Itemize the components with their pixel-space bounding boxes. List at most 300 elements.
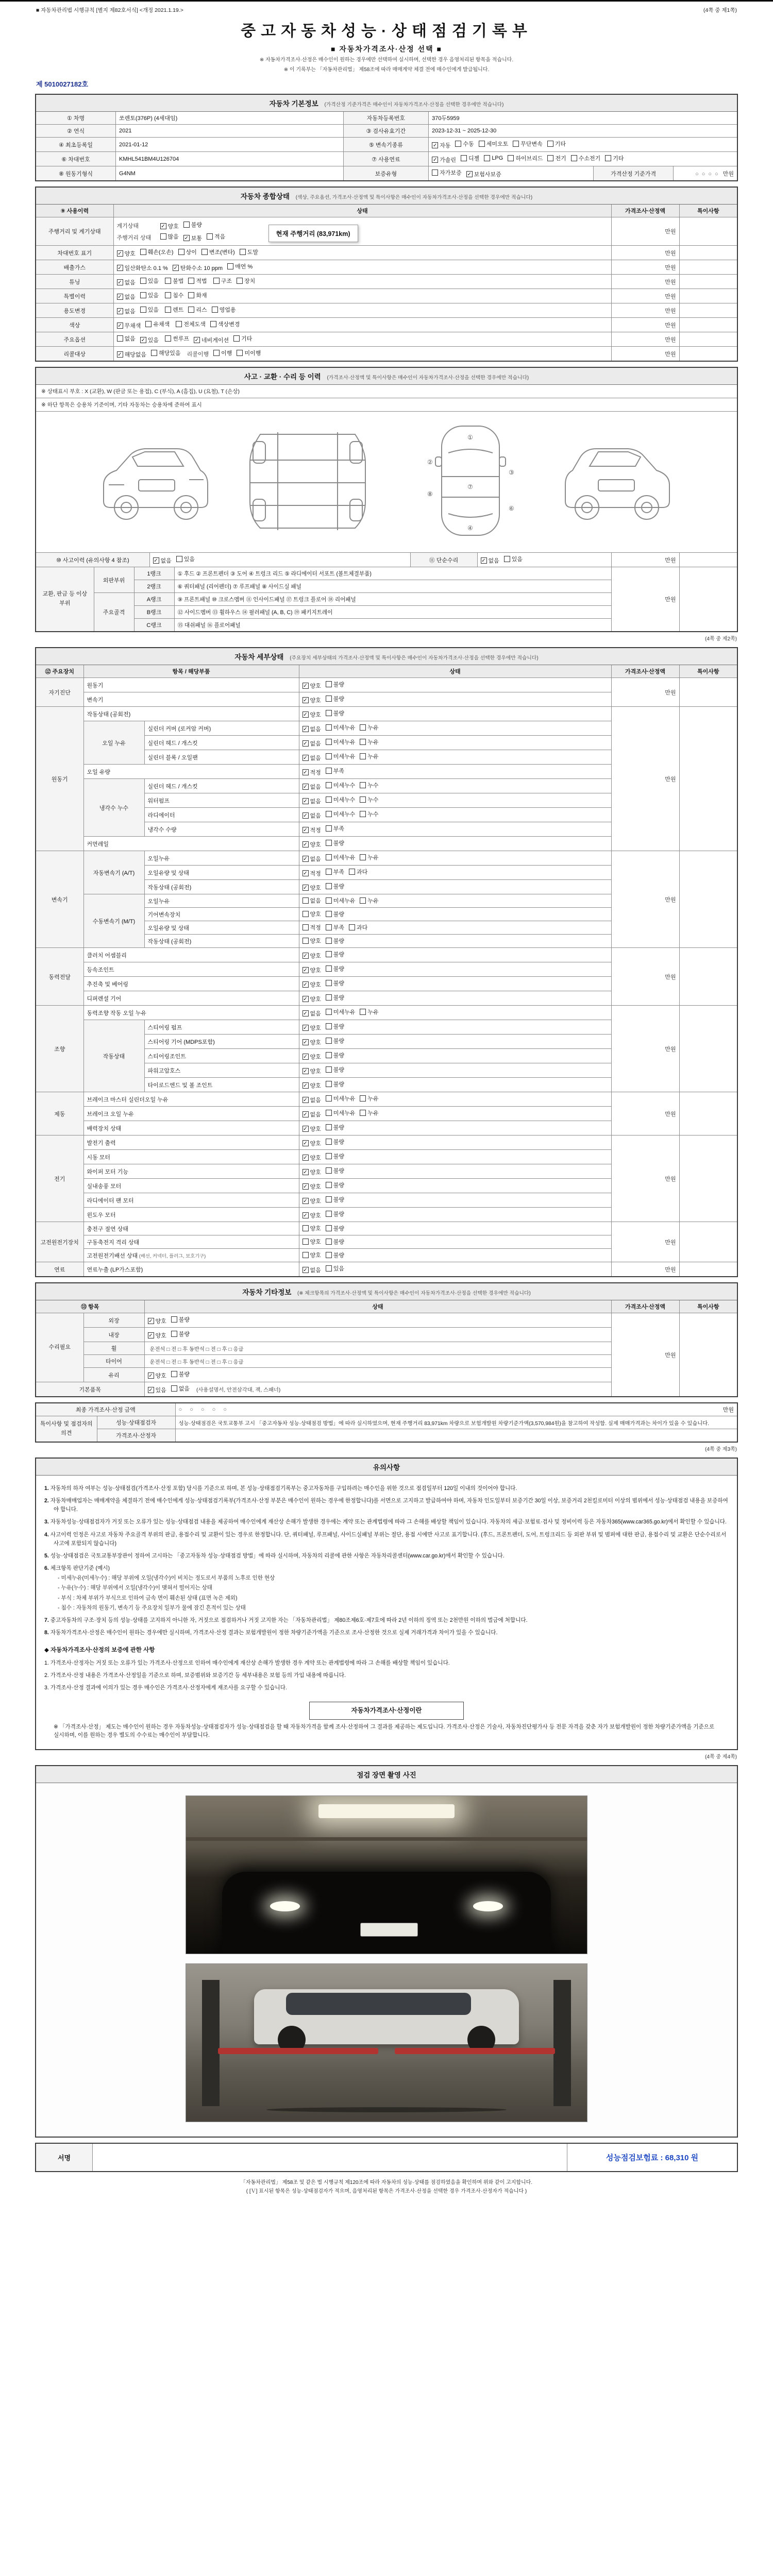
notice-item-number: 1. xyxy=(44,1485,51,1492)
etc-state-cell xyxy=(144,1382,611,1397)
checkbox-불량[interactable] xyxy=(326,680,344,688)
checkbox-없음[interactable] xyxy=(303,811,321,820)
checkbox-양호[interactable] xyxy=(303,884,321,892)
item-label: 실린더 커버 (로커암 커버) xyxy=(144,721,299,736)
checkbox-무채색[interactable] xyxy=(117,321,141,330)
checkbox-하이브리드[interactable] xyxy=(508,154,543,162)
state-cell xyxy=(299,880,611,894)
page-marker-4: (4쪽 중 제4쪽) xyxy=(705,1754,737,1760)
checkbox-불량[interactable] xyxy=(326,1037,344,1045)
subgroup-label: 냉각수 누수 xyxy=(83,779,144,837)
checkbox-있음[interactable] xyxy=(140,277,159,285)
checkbox-불량[interactable] xyxy=(326,937,344,945)
checkbox-없음[interactable] xyxy=(303,1110,321,1118)
checkbox-매연 %[interactable] xyxy=(227,262,253,270)
section-accident-head xyxy=(36,368,737,385)
state-cell xyxy=(299,736,611,750)
checkbox-불량[interactable] xyxy=(326,1065,344,1074)
checkbox-box xyxy=(145,321,152,327)
checkbox-label: 양호 xyxy=(310,1252,321,1259)
etc-extra-text: 운전석 □ 전 □ 후 동반석 □ 전 □ 후 □ 응급 xyxy=(149,1359,244,1365)
repair-group-label: 수리필요 xyxy=(36,1313,83,1382)
checkbox-label: 없음 xyxy=(310,1267,321,1274)
checkbox-box: ✓ xyxy=(303,799,308,804)
checkbox-양호[interactable] xyxy=(303,696,321,704)
checkbox-label: 불량 xyxy=(333,1125,345,1131)
checkbox-미세누수[interactable] xyxy=(326,781,356,789)
checkbox-일산화탄소 0.1 %[interactable] xyxy=(117,264,168,272)
checkbox-적정[interactable] xyxy=(303,869,321,877)
price-cell: 만원 xyxy=(611,1222,679,1262)
checkbox-수동[interactable] xyxy=(455,140,474,148)
checkbox-불량[interactable] xyxy=(326,950,344,958)
checkbox-가솔린[interactable] xyxy=(432,156,456,164)
fuel-label: ⑦ 사용연료 xyxy=(343,152,429,166)
checkbox-불량[interactable] xyxy=(326,1123,344,1131)
checkbox-누수[interactable] xyxy=(360,795,378,804)
checkbox-label: 불량 xyxy=(333,840,345,846)
checkbox-누유[interactable] xyxy=(360,853,378,861)
checkbox-label: 미세누수 xyxy=(333,797,356,803)
checkbox-적정[interactable] xyxy=(303,826,321,834)
checkbox-box: ✓ xyxy=(303,813,308,819)
checkbox-양호[interactable] xyxy=(303,682,321,690)
transmission-label: ⑤ 변속기종류 xyxy=(343,138,429,152)
device-label: 연료 xyxy=(36,1262,83,1277)
section-basic-head xyxy=(36,95,737,112)
checkbox-없음[interactable] xyxy=(303,1009,321,1018)
checkbox-label: 많음 xyxy=(167,234,179,240)
checkbox-label: 전기 xyxy=(555,156,566,162)
rank2-parts: ⑥ 쿼터패널 (리어펜더) ⑦ 루프패널 ⑧ 사이드실 패널 xyxy=(174,580,611,593)
checkbox-적법[interactable] xyxy=(188,277,207,285)
checkbox-양호[interactable] xyxy=(117,249,136,258)
note-cell xyxy=(679,1092,737,1136)
checkbox-불량[interactable] xyxy=(326,1224,344,1232)
checkbox-렌트[interactable] xyxy=(165,306,183,314)
checkbox-없음[interactable] xyxy=(117,293,136,301)
checkbox-양호[interactable] xyxy=(303,952,321,960)
checkbox-label: 양호 xyxy=(310,911,321,918)
checkbox-box xyxy=(360,739,366,745)
checkbox-양호[interactable] xyxy=(303,995,321,1003)
checkbox-불량[interactable] xyxy=(326,1210,344,1218)
checkbox-불량[interactable] xyxy=(326,910,344,918)
checkbox-양호[interactable] xyxy=(148,1331,166,1340)
device-label: 변속기 xyxy=(36,851,83,948)
device-label: 제동 xyxy=(36,1092,83,1136)
checkbox-많음[interactable] xyxy=(160,232,179,241)
checkbox-해당있음[interactable] xyxy=(151,349,181,357)
checkbox-양호[interactable] xyxy=(303,1251,321,1259)
checkbox-화재[interactable] xyxy=(188,291,207,299)
price-cell: 만원 xyxy=(611,332,679,347)
checkbox-label: 양호 xyxy=(310,1126,321,1132)
checkbox-label: 없음 xyxy=(124,336,136,342)
checkbox-썬루프[interactable] xyxy=(165,334,189,343)
checkbox-불량[interactable] xyxy=(326,839,344,847)
notice-subitem: - 누유(누수) : 해당 부위에서 오일(냉각수)이 맺혀서 떨어지는 상태 xyxy=(58,1585,212,1591)
checkbox-label: 양호 xyxy=(310,1040,321,1046)
checkbox-적정[interactable] xyxy=(303,768,321,776)
checkbox-누유[interactable] xyxy=(360,1109,378,1117)
checkbox-자가보증[interactable] xyxy=(432,168,462,177)
checkbox-양호[interactable] xyxy=(148,1317,166,1325)
checkbox-label: 양호 xyxy=(155,1333,166,1339)
item-label: 워터펌프 xyxy=(144,793,299,808)
item-label: 실내송풍 모터 xyxy=(83,1179,299,1193)
checkbox-label: 없음 xyxy=(160,558,172,564)
checkbox-없음[interactable] xyxy=(303,855,321,863)
checkbox-적음[interactable] xyxy=(207,232,225,241)
price-cell: 만원 xyxy=(611,347,679,361)
state-cell xyxy=(299,1164,611,1179)
subgroup-label: 작동상태 xyxy=(83,1020,144,1092)
checkbox-label: 있음 xyxy=(155,1387,166,1394)
checkbox-불량[interactable] xyxy=(326,1181,344,1189)
checkbox-구조[interactable] xyxy=(213,277,232,285)
notice-item-text: 자동차가격조사·산정은 매수인이 원하는 경우에만 실시하며, 가격조사·산정 결과는 보험개발원이 정한 차량기준가액을 기준으로 조사·산정한 것으로 실제 거래가격과 차이가 있을 수 있습니다. xyxy=(50,1630,498,1636)
checkbox-label: 불량 xyxy=(333,938,345,944)
checkbox-불량[interactable] xyxy=(326,1138,344,1146)
checkbox-과다[interactable] xyxy=(349,868,367,876)
notice-item xyxy=(44,1497,729,1514)
checkbox-양호[interactable] xyxy=(160,222,179,230)
detail-row xyxy=(36,1092,737,1107)
checkbox-양호[interactable] xyxy=(303,1053,321,1061)
checkbox-유채색[interactable] xyxy=(145,320,170,328)
price-cell: 만원 xyxy=(611,707,679,851)
checkbox-불량[interactable] xyxy=(326,1022,344,1030)
notice-item xyxy=(44,1484,729,1493)
rankC-parts: ⑮ 대쉬패널 ⑯ 플로어패널 xyxy=(174,619,611,632)
checkbox-불량[interactable] xyxy=(326,979,344,987)
color-state-cell xyxy=(113,318,611,332)
checkbox-영업용[interactable] xyxy=(212,306,236,314)
checkbox-불량[interactable] xyxy=(171,1315,190,1324)
checkbox-누유[interactable] xyxy=(360,723,378,732)
checkbox-label: 수소전기 xyxy=(578,156,601,162)
checkbox-부족[interactable] xyxy=(326,868,344,876)
checkbox-부족[interactable] xyxy=(326,767,344,775)
checkbox-미세누유[interactable] xyxy=(326,896,356,905)
checkbox-양호[interactable] xyxy=(303,1182,321,1191)
checkbox-label: 누유 xyxy=(367,1096,379,1102)
checkbox-없음[interactable] xyxy=(303,754,321,762)
checkbox-box xyxy=(303,938,309,944)
checkbox-있음[interactable] xyxy=(140,291,159,299)
etc-row xyxy=(36,1313,737,1328)
checkbox-label: 누유 xyxy=(367,1009,379,1015)
checkbox-누수[interactable] xyxy=(360,810,378,818)
checkbox-box xyxy=(547,155,553,161)
checkbox-label: 불량 xyxy=(333,1197,345,1203)
current-mileage-callout: 현재 주행거리 (83,971km) xyxy=(268,225,358,242)
checkbox-양호[interactable] xyxy=(303,910,321,918)
checkbox-box xyxy=(326,994,332,1001)
checkbox-양호[interactable] xyxy=(303,1038,321,1046)
checkbox-없음[interactable] xyxy=(117,307,136,315)
checkbox-불량[interactable] xyxy=(326,964,344,973)
checkbox-있음[interactable] xyxy=(140,306,159,314)
checkbox-양호[interactable] xyxy=(303,980,321,989)
checkbox-네비게이션[interactable] xyxy=(194,336,229,344)
checkbox-기타[interactable] xyxy=(233,334,252,343)
checkbox-상이[interactable] xyxy=(178,248,197,256)
checkbox-미세누수[interactable] xyxy=(326,810,356,818)
checkbox-침수[interactable] xyxy=(165,291,183,299)
checkbox-기타[interactable] xyxy=(605,154,624,162)
checkbox-미세누유[interactable] xyxy=(326,738,356,746)
checkbox-box xyxy=(326,1095,332,1101)
detail-col-note: 특이사항 xyxy=(679,665,737,678)
checkbox-기타[interactable] xyxy=(547,140,566,148)
checkbox-불량[interactable] xyxy=(326,1152,344,1160)
checkbox-미세누유[interactable] xyxy=(326,1109,356,1117)
checkbox-미세누유[interactable] xyxy=(326,1008,356,1016)
reg-no-value: 370두5959 xyxy=(429,112,737,125)
checkbox-해당없음[interactable] xyxy=(117,350,147,359)
checkbox-보통[interactable] xyxy=(183,234,202,242)
note-cell xyxy=(679,1222,737,1262)
checkbox-label: 양호 xyxy=(310,996,321,1003)
checkbox-label: 있음 xyxy=(333,1266,345,1272)
checkbox-양호[interactable] xyxy=(303,840,321,849)
special-checks-type xyxy=(165,294,212,300)
checkbox-box xyxy=(484,155,490,161)
checkbox-없음[interactable] xyxy=(171,1384,190,1393)
svg-text:③: ③ xyxy=(509,469,514,476)
state-cell xyxy=(299,1107,611,1121)
checkbox-있음[interactable] xyxy=(140,336,159,344)
checkbox-box: ✓ xyxy=(303,1054,308,1060)
checkbox-부족[interactable] xyxy=(326,824,344,833)
checkbox-양호[interactable] xyxy=(148,1371,166,1380)
checkbox-불량[interactable] xyxy=(326,1195,344,1204)
checkbox-양호[interactable] xyxy=(303,1081,321,1090)
checkbox-불량[interactable] xyxy=(171,1370,190,1378)
checkbox-box: ✓ xyxy=(148,1373,153,1379)
checkbox-label: 양호 xyxy=(310,1069,321,1075)
checkbox-LPG[interactable] xyxy=(484,155,503,161)
checkbox-불량[interactable] xyxy=(171,1330,190,1338)
meter-checks xyxy=(160,223,207,229)
checkbox-양호[interactable] xyxy=(303,710,321,719)
checkbox-불량[interactable] xyxy=(326,1080,344,1088)
checkbox-label: 누유 xyxy=(367,1110,379,1116)
checkbox-미세누유[interactable] xyxy=(326,853,356,861)
item-label: 파워고압호스 xyxy=(144,1063,299,1078)
checkbox-box xyxy=(171,1371,177,1377)
checkbox-자동[interactable] xyxy=(432,141,450,149)
checkbox-label: 없음 xyxy=(178,1386,190,1392)
checkbox-누수[interactable] xyxy=(360,781,378,789)
checkbox-없음[interactable] xyxy=(303,739,321,748)
checkbox-보험사보증[interactable] xyxy=(466,170,501,178)
checkbox-label: 불법 xyxy=(173,278,184,284)
section-detail-title: 자동차 세부상태 xyxy=(234,653,284,661)
checkbox-없음[interactable] xyxy=(117,278,136,286)
notice-body xyxy=(36,1476,737,1749)
checkbox-양호[interactable] xyxy=(303,1067,321,1075)
checkbox-양호[interactable] xyxy=(303,1125,321,1133)
checkbox-없음[interactable] xyxy=(117,334,136,343)
document-page xyxy=(33,2,740,2208)
checkbox-적정[interactable] xyxy=(303,923,321,931)
checkbox-box xyxy=(140,278,146,284)
color-label: 색상 xyxy=(36,318,113,332)
vin-label: ⑥ 차대번호 xyxy=(36,152,116,166)
checkbox-미세누수[interactable] xyxy=(326,795,356,804)
device-label: 전기 xyxy=(36,1136,83,1222)
checkbox-없음[interactable] xyxy=(153,556,172,565)
section-notice-head xyxy=(36,1459,737,1476)
checkbox-전체도색[interactable] xyxy=(176,320,206,328)
checkbox-box xyxy=(508,155,514,161)
odometer-label: 주행거리 및 계기상태 xyxy=(36,217,113,246)
state-cell xyxy=(299,1078,611,1092)
checkbox-누유[interactable] xyxy=(360,752,378,760)
checkbox-없음[interactable] xyxy=(481,556,499,565)
checkbox-box: ✓ xyxy=(303,784,308,790)
checkbox-무단변속[interactable] xyxy=(513,140,543,148)
state-cell xyxy=(299,750,611,765)
svg-text:⑧: ⑧ xyxy=(427,490,433,498)
checkbox-label: 미세누유 xyxy=(333,855,356,861)
checkbox-label: 기타 xyxy=(613,156,624,162)
checkbox-불량[interactable] xyxy=(326,1238,344,1246)
section-overall-note: (색상, 주요옵션, 가격조사·산정액 및 특이사항은 매수인이 자동차가격조사·산정을 선택한 경우에만 적습니다) xyxy=(295,195,533,200)
checkbox-양호[interactable] xyxy=(303,1139,321,1147)
detail-header-row xyxy=(36,665,737,678)
checkbox-없음[interactable] xyxy=(303,1096,321,1104)
checkbox-box xyxy=(140,292,146,298)
checkbox-양호[interactable] xyxy=(303,1238,321,1246)
checkbox-변조(변타)[interactable] xyxy=(201,248,235,256)
accident-checks xyxy=(149,553,410,567)
checkbox-불량[interactable] xyxy=(326,694,344,703)
checkbox-없음[interactable] xyxy=(303,725,321,733)
checkbox-불량[interactable] xyxy=(183,221,202,229)
checkbox-box xyxy=(479,141,485,147)
checkbox-양호[interactable] xyxy=(303,966,321,974)
checkbox-불량[interactable] xyxy=(326,1251,344,1259)
checkbox-리스[interactable] xyxy=(188,306,207,314)
checkbox-box: ✓ xyxy=(148,1318,153,1324)
checkbox-양호[interactable] xyxy=(303,1024,321,1032)
checkbox-부족[interactable] xyxy=(326,923,344,931)
checkbox-누유[interactable] xyxy=(360,896,378,905)
checkbox-양호[interactable] xyxy=(303,937,321,945)
state-cell xyxy=(299,1092,611,1107)
checkbox-양호[interactable] xyxy=(303,1211,321,1219)
checkbox-box xyxy=(201,249,208,255)
checkbox-미세누유[interactable] xyxy=(326,723,356,732)
checkbox-미세누유[interactable] xyxy=(326,1094,356,1103)
notice-item-text: 성능·상태점검은 국토교통부장관이 정하여 고시하는 「중고자동차 성능·상태점검 방법」에 따라 실시하며, 자동차의 리콜에 관한 사항은 자동차리콜센터(www.car.go.kr)에서 확인할 수 있습니다. xyxy=(50,1552,505,1559)
checkbox-없음[interactable] xyxy=(303,896,321,905)
checkbox-과다[interactable] xyxy=(349,923,367,931)
checkbox-있음[interactable] xyxy=(326,1264,344,1273)
checkbox-불량[interactable] xyxy=(326,993,344,1002)
note-cell xyxy=(679,275,737,289)
checkbox-전기[interactable] xyxy=(547,154,566,162)
checkbox-누유[interactable] xyxy=(360,1008,378,1016)
overall-col-group: ⑨ 사용이력 xyxy=(36,205,113,217)
checkbox-세미오토[interactable] xyxy=(479,140,509,148)
checkbox-label: 미세누유 xyxy=(333,1009,356,1015)
checkbox-box: ✓ xyxy=(303,996,308,1002)
checkbox-장치[interactable] xyxy=(237,277,255,285)
tuning-checks-legal xyxy=(165,279,212,285)
tuning-checks-type xyxy=(213,279,260,285)
item-note: (배선, 커넥터, 플러그, 보호기구) xyxy=(138,1253,206,1259)
notice-item-number: 3. xyxy=(44,1519,51,1526)
checkbox-box: ✓ xyxy=(303,1083,308,1089)
checkbox-label: 양호 xyxy=(310,1184,321,1190)
checkbox-불량[interactable] xyxy=(326,1051,344,1059)
svg-text:①: ① xyxy=(467,434,473,441)
etc-col-price: 가격조사·산정액 xyxy=(611,1300,679,1313)
checkbox-box xyxy=(165,335,171,342)
checkbox-불량[interactable] xyxy=(326,709,344,717)
checkbox-없음[interactable] xyxy=(303,797,321,805)
checkbox-누유[interactable] xyxy=(360,1094,378,1103)
checkbox-양호[interactable] xyxy=(303,1168,321,1176)
checkbox-label: 불량 xyxy=(333,710,345,717)
inspection-value: 2023-12-31 ~ 2025-12-30 xyxy=(429,125,737,138)
checkbox-디젤[interactable] xyxy=(461,154,479,162)
state-cell xyxy=(299,921,611,935)
checkbox-box xyxy=(326,965,332,972)
checkbox-없음[interactable] xyxy=(303,783,321,791)
checkbox-있음[interactable] xyxy=(148,1386,166,1394)
checkbox-이행[interactable] xyxy=(213,349,232,357)
signature-area[interactable] xyxy=(93,2144,567,2171)
checkbox-색상변경[interactable] xyxy=(210,320,240,328)
checkbox-양호[interactable] xyxy=(303,1224,321,1232)
checkbox-불량[interactable] xyxy=(326,1166,344,1175)
basic-info-table xyxy=(36,112,737,180)
checkbox-양호[interactable] xyxy=(303,1154,321,1162)
state-cell xyxy=(299,822,611,837)
checkbox-box xyxy=(237,350,243,356)
checkbox-불량[interactable] xyxy=(326,882,344,890)
checkbox-누유[interactable] xyxy=(360,738,378,746)
state-cell xyxy=(299,1222,611,1235)
checkbox-미이행[interactable] xyxy=(237,349,261,357)
checkbox-label: 양호 xyxy=(310,1054,321,1060)
checkbox-label: LPG xyxy=(492,155,503,161)
checkbox-있음[interactable] xyxy=(504,555,523,563)
checkbox-도말[interactable] xyxy=(240,248,258,256)
checkbox-없음[interactable] xyxy=(303,1266,321,1274)
checkbox-미세누유[interactable] xyxy=(326,752,356,760)
basic-row-year xyxy=(36,125,737,138)
checkbox-있음[interactable] xyxy=(176,555,195,563)
notice-item xyxy=(44,1629,729,1637)
checkbox-불법[interactable] xyxy=(165,277,183,285)
checkbox-양호[interactable] xyxy=(303,1197,321,1205)
checkbox-훼손(오손)[interactable] xyxy=(140,248,174,256)
checkbox-box: ✓ xyxy=(117,265,122,271)
checkbox-수소전기[interactable] xyxy=(571,154,601,162)
appraiser-opinion-text xyxy=(175,1429,737,1442)
checkbox-label: 누유 xyxy=(367,739,379,745)
tuning-checks xyxy=(117,279,164,285)
checkbox-탄화수소 10 ppm[interactable] xyxy=(173,264,223,272)
checkbox-box xyxy=(171,1385,177,1392)
